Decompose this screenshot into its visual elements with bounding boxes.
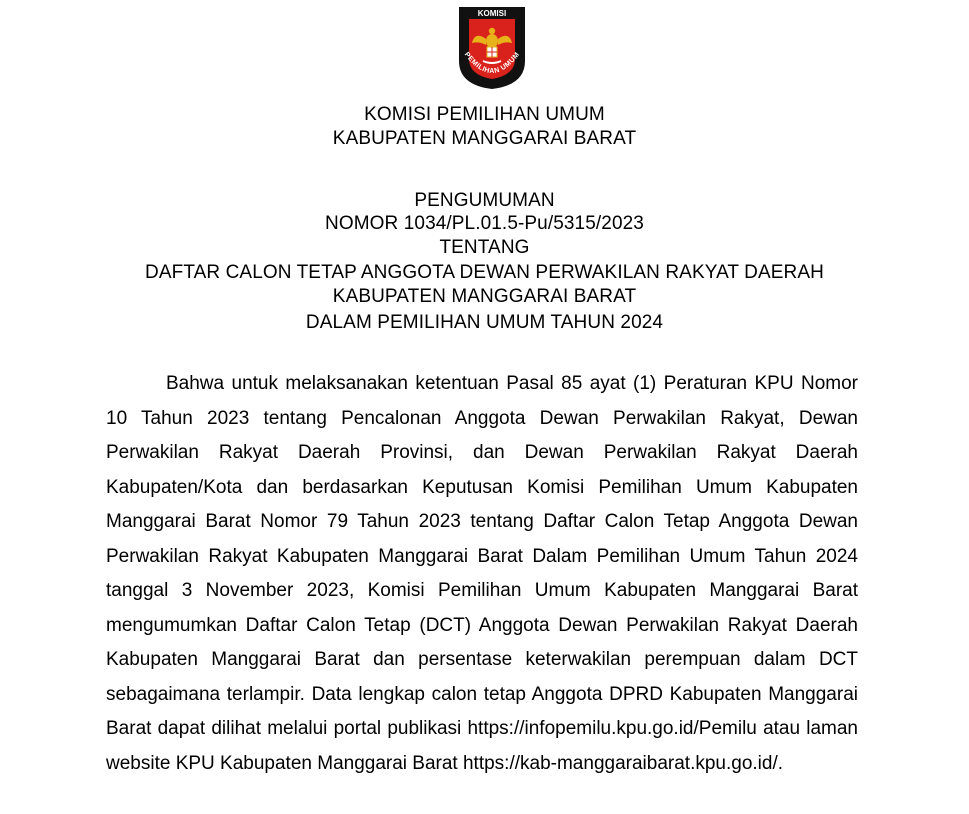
announcement-label: PENGUMUMAN <box>414 190 555 211</box>
announcement-title-line3: DALAM PEMILIHAN UMUM TAHUN 2024 <box>305 312 664 333</box>
about-label: TENTANG <box>439 237 530 258</box>
institution-region: KABUPATEN MANGGARAI BARAT <box>332 128 637 149</box>
announcement-body-paragraph: Bahwa untuk melaksanakan ketentuan Pasal 85 ayat (1) Peraturan KPU Nomor 10 Tahun 2023 tentang Pencalonan Anggota Dewan Perwakilan Rakyat, Dewan Perwakilan Rakyat Daerah Provinsi, dan Dewan Perwakilan Rakyat Daerah Kabupaten/Kota dan berdasarkan Keputusan Komisi Pemilihan Umum Kabupaten Manggarai Barat Nomor 79 Tahun 2023 tentang Daftar Calon Tetap Anggota Dewan Perwakilan Rakyat Kabupaten Manggarai Barat Dalam Pemilihan Umum Tahun 2024 tanggal 3 November 2023, Komisi Pemilihan Umum Kabupaten Manggarai Barat mengumumkan Daftar Calon Tetap (DCT) Anggota Dewan Perwakilan Rakyat Daerah Kabupaten Manggarai Barat dan persentase keterwakilan perempuan dalam DCT sebagaimana terlampir. Data lengkap calon tetap Anggota DPRD Kabupaten Manggarai Barat dapat dilihat melalui portal publikasi https://infopemilu.kpu.go.id/Pemilu atau laman website KPU Kabupaten Manggarai Barat https://kab-manggaraibarat.kpu.go.id/. <box>106 373 858 774</box>
announcement-title-line2: KABUPATEN MANGGARAI BARAT <box>332 286 637 307</box>
institution-name: KOMISI PEMILIHAN UMUM <box>364 104 605 125</box>
logo-bottom-text: PEMILIHAN UMUM <box>462 51 522 76</box>
announcement-title-line1: DAFTAR CALON TETAP ANGGOTA DEWAN PERWAKILAN RAKYAT DAERAH <box>145 262 824 283</box>
announcement-number: NOMOR 1034/PL.01.5-Pu/5315/2023 <box>325 213 644 234</box>
kpu-logo <box>453 3 531 91</box>
logo-top-text: KOMISI <box>477 9 507 18</box>
